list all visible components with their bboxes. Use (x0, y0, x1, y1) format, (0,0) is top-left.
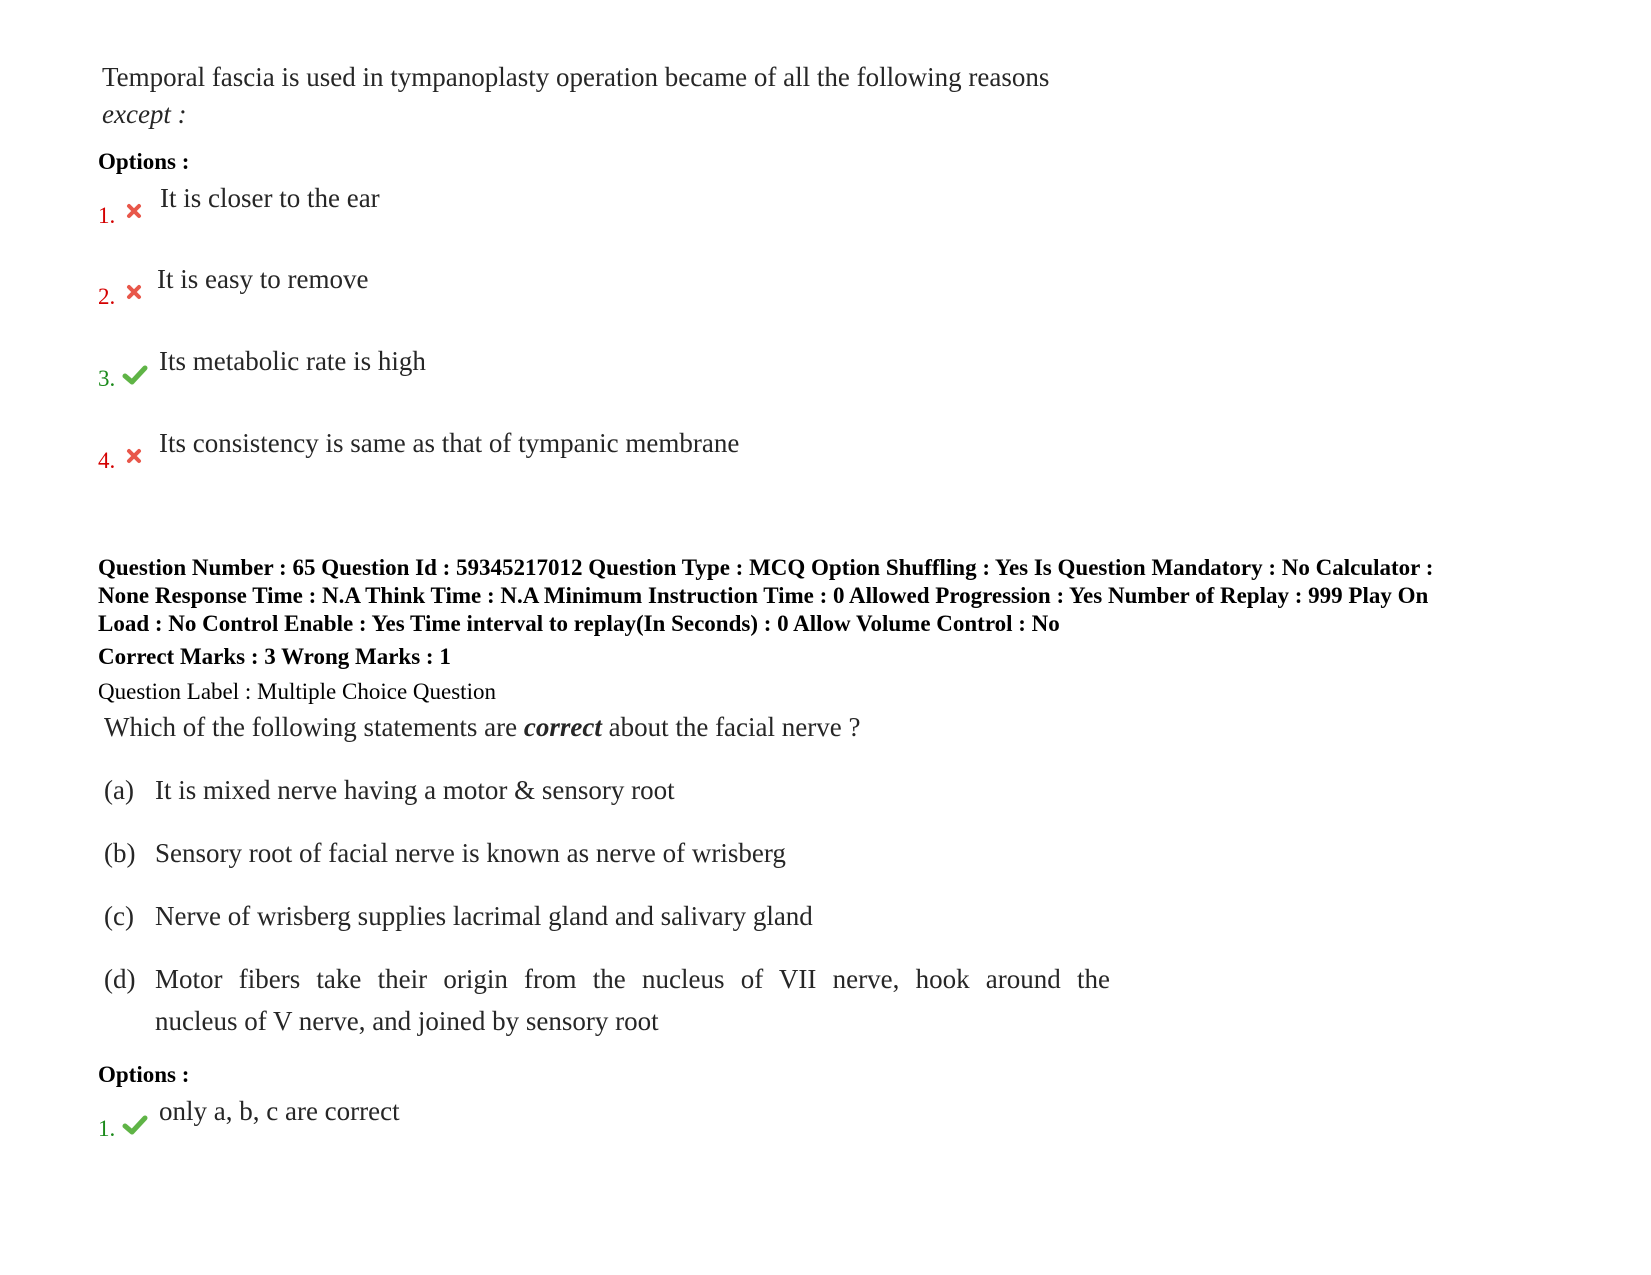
option-number: 3. (98, 366, 116, 391)
prompt-text: Which of the following statements are (104, 712, 524, 742)
question-text-line: Temporal fascia is used in tympanoplasty operation became of all the following reasons (102, 62, 1050, 92)
statement-text: Nerve of wrisberg supplies lacrimal gland and salivary gland (155, 901, 813, 931)
prompt-text: about the facial nerve ? (601, 712, 861, 742)
statement-text: nucleus of V nerve, and joined by sensory root (155, 1006, 659, 1036)
question-meta-line: Question Number : 65 Question Id : 59345217012 Question Type : MCQ Option Shuffling : Yes Is Question Mandatory : No Calculator : (98, 555, 1434, 580)
options-heading: Options : (98, 149, 190, 174)
statement-text: Motor fibers take their origin from the nucleus of VII nerve, hook around the (155, 964, 1110, 994)
prompt-emphasis: correct (523, 712, 602, 742)
question-label: Question Label : Multiple Choice Question (98, 679, 496, 704)
cross-icon (126, 284, 142, 300)
question-meta-line: None Response Time : N.A Think Time : N.A Minimum Instruction Time : 0 Allowed Progression : Yes Number of Replay : 999 Play On (98, 583, 1429, 608)
option-text: It is closer to the ear (160, 183, 380, 213)
option-number: 4. (98, 448, 116, 473)
options-heading: Options : (98, 1062, 190, 1087)
statement-text: It is mixed nerve having a motor & sensory root (155, 775, 675, 805)
statement-letter: (c) (104, 901, 134, 931)
question-prompt (104, 712, 860, 743)
option-text: Its metabolic rate is high (159, 346, 426, 376)
question-meta (98, 554, 1568, 638)
option-text: only a, b, c are correct (159, 1096, 400, 1126)
option-number: 1. (98, 203, 116, 228)
statement-text: Sensory root of facial nerve is known as nerve of wrisberg (155, 838, 786, 868)
check-icon (122, 364, 148, 386)
cross-icon (126, 203, 142, 219)
option-text: It is easy to remove (157, 264, 369, 294)
statement-letter: (a) (104, 775, 134, 805)
option-number: 2. (98, 284, 116, 309)
statement-letter: (b) (104, 838, 136, 868)
question-meta-line: Load : No Control Enable : Yes Time interval to replay(In Seconds) : 0 Allow Volume Control : No (98, 611, 1060, 636)
marks-info: Correct Marks : 3 Wrong Marks : 1 (98, 644, 451, 669)
cross-icon (126, 448, 142, 464)
check-icon (122, 1114, 148, 1136)
option-text: Its consistency is same as that of tympanic membrane (159, 428, 740, 458)
question-text-except: except : (102, 99, 187, 129)
statement-letter: (d) (104, 964, 136, 994)
option-number: 1. (98, 1116, 116, 1141)
